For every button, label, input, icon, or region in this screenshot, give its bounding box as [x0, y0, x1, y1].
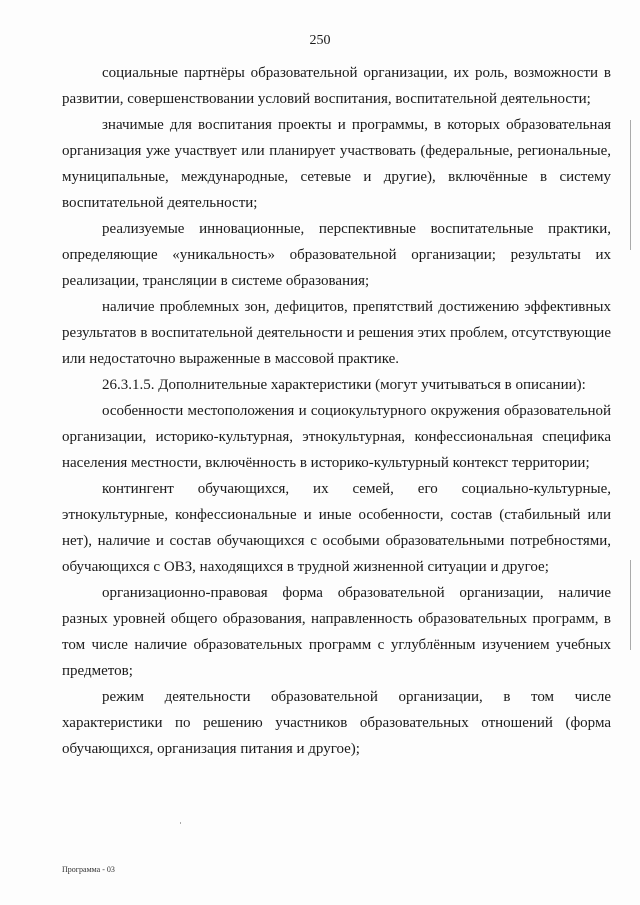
page-number: 250	[309, 33, 331, 48]
paragraph-student-contingent: контингент обучающихся, их семей, его социально-культурные, этнокультурные, конфессиональные и иные особенности, состав (стабильный или нет), наличие и состав обучающихся с особыми образовательными потребностями, обучающихся с ОВЗ, находящихся в трудной жизненной ситуации и другое;	[62, 481, 611, 575]
footer-label: Программа - 03	[62, 865, 115, 874]
paragraph-section-heading: 26.3.1.5. Дополнительные характеристики (могут учитываться в описании):	[102, 377, 586, 393]
paragraph-activity-mode: режим деятельности образовательной организации, в том числе характеристики по решению участников образовательных отношений (форма обучающихся, организация питания и другое);	[62, 689, 611, 757]
body-text	[62, 60, 611, 762]
paragraph-legal-form: организационно-правовая форма образовательной организации, наличие разных уровней общего образования, направленность образовательных программ, в том числе наличие образовательных программ с углублённым изучением учебных предметов;	[62, 585, 611, 679]
scan-artifact-line	[630, 560, 631, 650]
scan-artifact-line	[630, 120, 631, 250]
paragraph-location-features: особенности местоположения и социокультурного окружения образовательной организации, историко-культурная, этнокультурная, конфессиональная специфика населения местности, включённость в историко-культурный контекст территории;	[62, 403, 611, 471]
paragraph-innovative-practices: реализуемые инновационные, перспективные воспитательные практики, определяющие «уникальность» образовательной организации; результаты их реализации, трансляции в системе образования;	[62, 221, 611, 289]
paragraph-projects-programs: значимые для воспитания проекты и программы, в которых образовательная организация уже участвует или планирует участвовать (федеральные, региональные, муниципальные, международные, сетевые и другие), включённые в систему воспитательной деятельности;	[62, 117, 611, 211]
scan-artifact-dot	[180, 822, 181, 824]
paragraph-social-partners: социальные партнёры образовательной организации, их роль, возможности в развитии, совершенствовании условий воспитания, воспитательной деятельности;	[62, 65, 611, 107]
paragraph-problem-zones: наличие проблемных зон, дефицитов, препятствий достижению эффективных результатов в воспитательной деятельности и решения этих проблем, отсутствующие или недостаточно выраженные в массовой практике.	[62, 299, 611, 367]
